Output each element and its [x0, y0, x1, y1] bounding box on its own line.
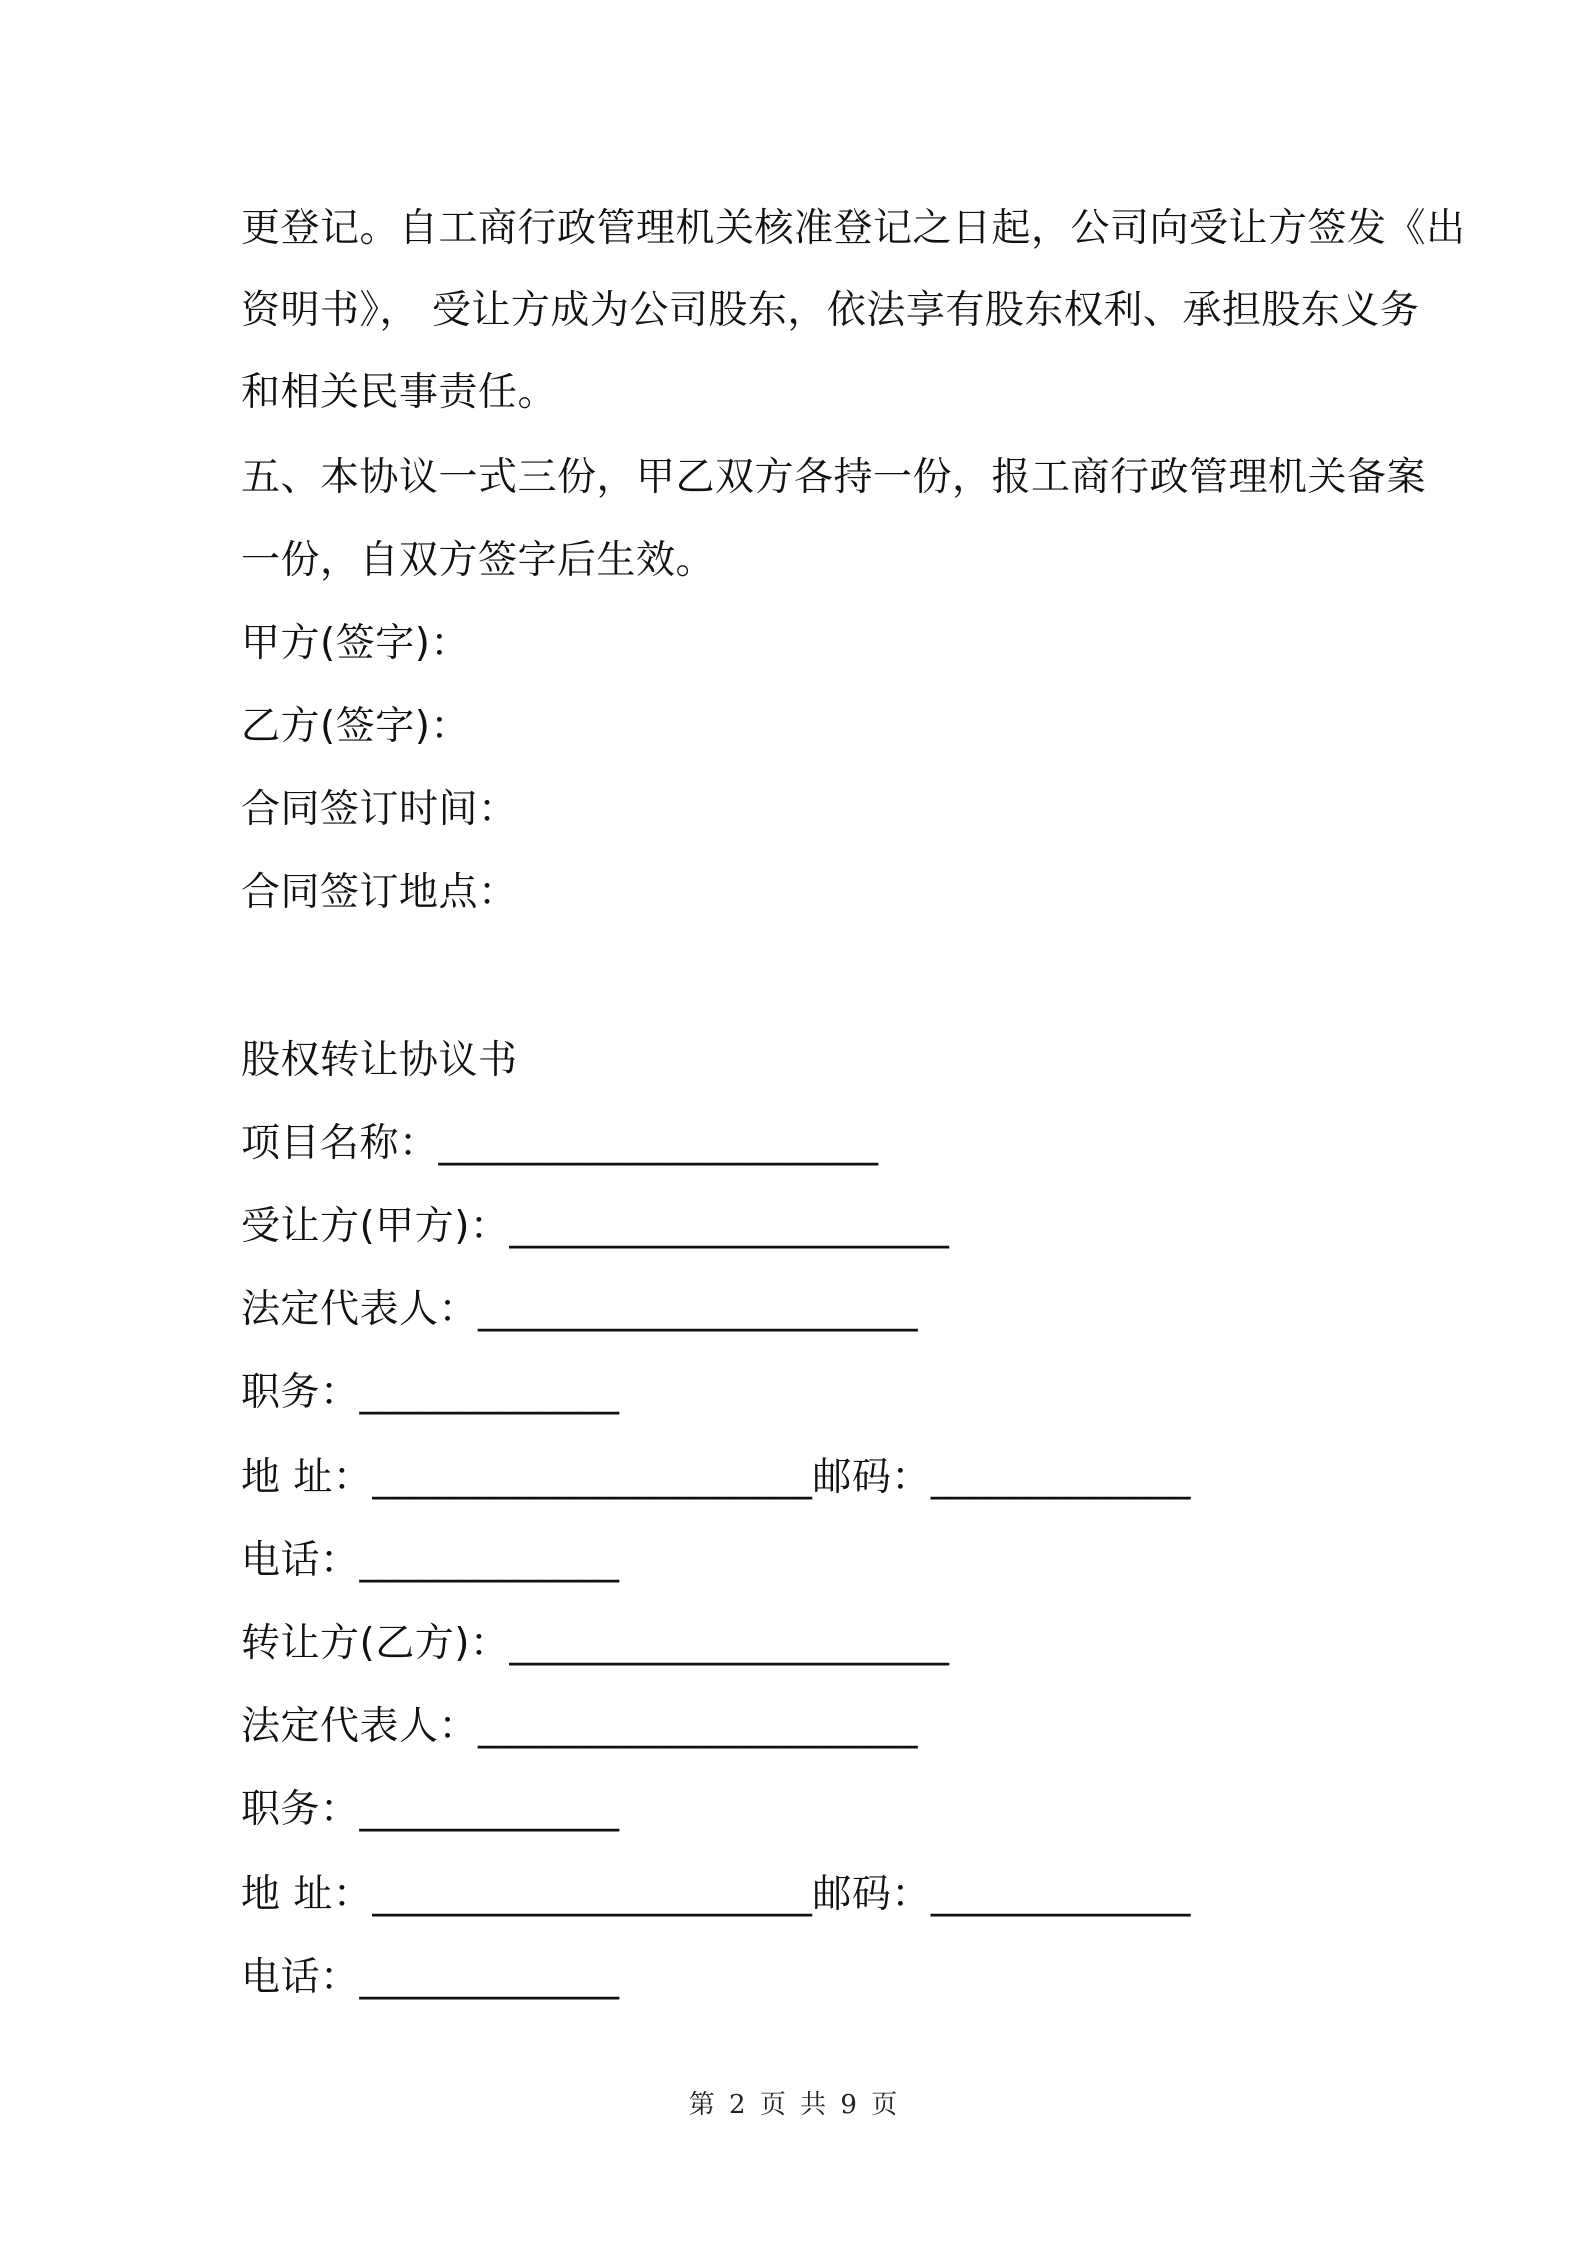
signature-party-a: 甲方(签字)： [241, 621, 470, 666]
transferee-position-field: 职务：_____________ [241, 1370, 620, 1415]
transferee-phone-field: 电话：_____________ [241, 1538, 620, 1583]
transferee-address-field: 地 址：______________________ [241, 1455, 813, 1500]
transferee-party-field: 受让方(甲方)：______________________ [241, 1204, 950, 1249]
page-number-footer: 第 2 页 共 9 页 [688, 2090, 898, 2120]
transferor-phone-field: 电话：_____________ [241, 1955, 620, 2000]
transferor-legal-rep-field: 法定代表人：______________________ [241, 1704, 919, 1749]
transferee-address-row [241, 1452, 1191, 1504]
paragraph-5-line-1: 五、本协议一式三份，甲乙双方各持一份，报工商行政管理机关备案 [241, 455, 1427, 500]
paragraph-4-line-2: 资明书》， 受让方成为公司股东，依法享有股东权利、承担股东义务 [241, 288, 1420, 333]
signature-party-b: 乙方(签字)： [241, 704, 470, 749]
paragraph-4-line-3: 和相关民事责任。 [241, 370, 558, 415]
contract-signing-time: 合同签订时间： [241, 787, 518, 832]
transferee-postcode-field: 邮码：_____________ [812, 1455, 1191, 1500]
contract-signing-place: 合同签订地点： [241, 870, 518, 915]
project-name-field: 项目名称：______________________ [241, 1121, 879, 1166]
transferor-address-row [241, 1869, 1191, 1921]
transferee-legal-rep-field: 法定代表人：______________________ [241, 1287, 919, 1332]
paragraph-4-line-1: 更登记。自工商行政管理机关核准登记之日起，公司向受让方签发《出 [241, 206, 1466, 251]
agreement-title: 股权转让协议书 [241, 1038, 518, 1083]
transferor-party-field: 转让方(乙方)：______________________ [241, 1621, 950, 1666]
transferor-address-field: 地 址：______________________ [241, 1872, 813, 1917]
paragraph-5-line-2: 一份，自双方签字后生效。 [241, 538, 716, 583]
transferor-postcode-field: 邮码：_____________ [812, 1872, 1191, 1917]
transferor-position-field: 职务：_____________ [241, 1787, 620, 1832]
